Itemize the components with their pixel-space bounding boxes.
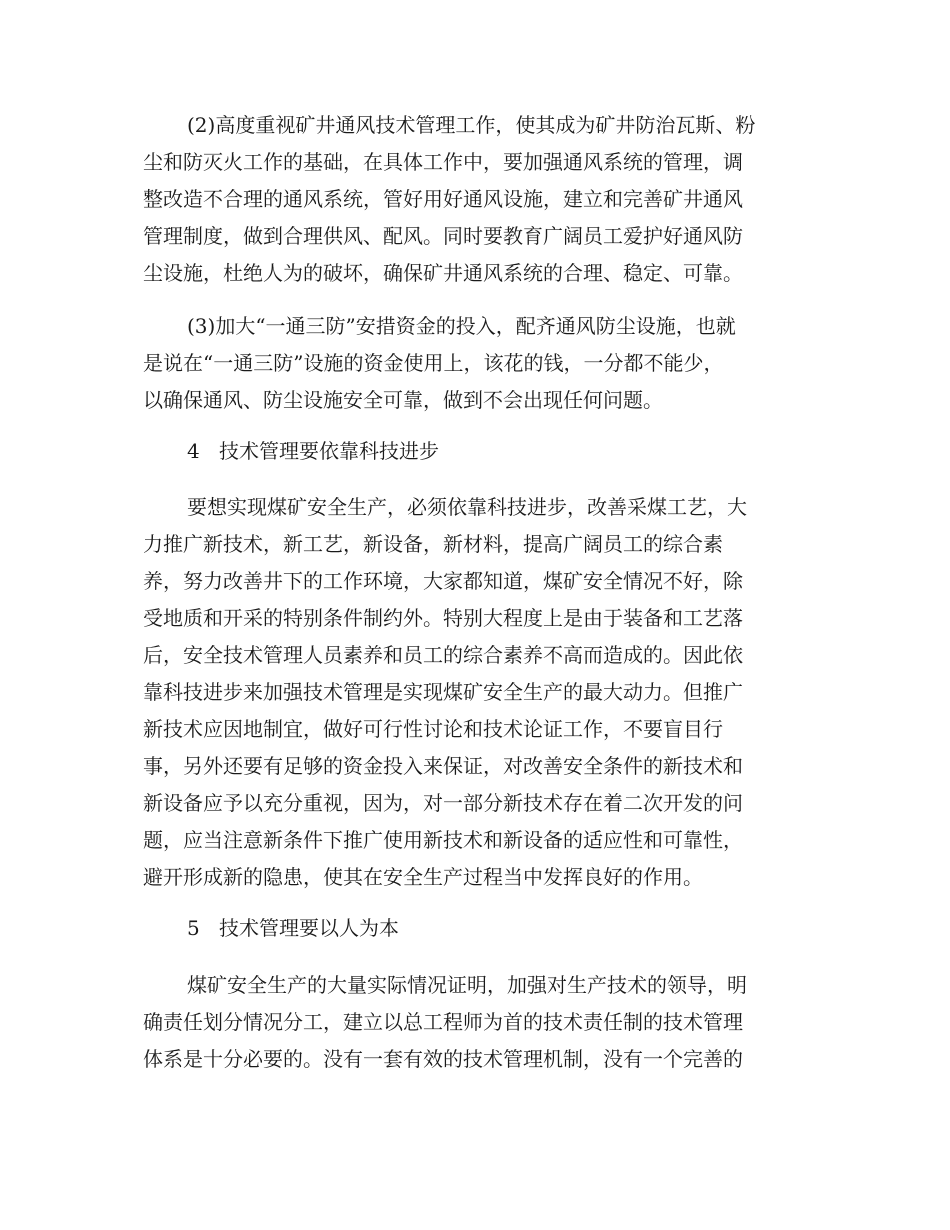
paragraph-line: 力推广新技术，新工艺，新设备，新材料，提高广阔员工的综合素 xyxy=(143,532,723,556)
paragraph-line: (3)加大“一通三防”安措资金的投入，配齐通风防尘设施，也就 xyxy=(187,314,736,338)
paragraph-line: 养，努力改善井下的工作环境，大家都知道，煤矿安全情况不好，除 xyxy=(143,569,743,593)
paragraph-line: 尘和防灭火工作的基础，在具体工作中，要加强通风系统的管理，调 xyxy=(143,150,743,174)
section-title: 技术管理要依靠科技进步 xyxy=(219,439,439,463)
section-number: 4 xyxy=(187,439,200,463)
paragraph-line: 避开形成新的隐患，使其在安全生产过程当中发挥良好的作用。 xyxy=(143,865,703,889)
paragraph-2 xyxy=(143,107,808,292)
paragraph-line: 体系是十分必要的。没有一套有效的技术管理机制，没有一个完善的 xyxy=(143,1047,743,1071)
paragraph-line: 以确保通风、防尘设施安全可靠，做到不会出现任何问题。 xyxy=(143,388,663,412)
paragraph-line: 管理制度，做到合理供风、配风。同时要教育广阔员工爱护好通风防 xyxy=(143,224,743,248)
paragraph-line: 煤矿安全生产的大量实际情况证明，加强对生产技术的领导，明 xyxy=(187,973,747,997)
section-heading-5 xyxy=(143,910,808,947)
paragraph-section-4 xyxy=(143,489,808,896)
paragraph-line: 后，安全技术管理人员素养和员工的综合素养不高而造成的。因此依 xyxy=(143,643,743,667)
paragraph-line: 是说在“一通三防”设施的资金使用上，该花的钱，一分都不能少， xyxy=(143,351,724,375)
paragraph-line: 事，另外还要有足够的资金投入来保证，对改善安全条件的新技术和 xyxy=(143,754,743,778)
paragraph-line: 题，应当注意新条件下推广使用新技术和新设备的适应性和可靠性， xyxy=(143,828,743,852)
section-number: 5 xyxy=(187,916,200,940)
section-heading-4 xyxy=(143,433,808,470)
paragraph-line: 要想实现煤矿安全生产，必须依靠科技进步，改善采煤工艺，大 xyxy=(187,495,747,519)
paragraph-line: 受地质和开采的特别条件制约外。特别大程度上是由于装备和工艺落 xyxy=(143,606,743,630)
paragraph-line: 确责任划分情况分工，建立以总工程师为首的技术责任制的技术管理 xyxy=(143,1010,743,1034)
paragraph-3 xyxy=(143,308,808,419)
paragraph-line: 靠科技进步来加强技术管理是实现煤矿安全生产的最大动力。但推广 xyxy=(143,680,743,704)
paragraph-line: 整改造不合理的通风系统，管好用好通风设施，建立和完善矿井通风 xyxy=(143,187,743,211)
section-title: 技术管理要以人为本 xyxy=(219,916,399,940)
paragraph-line: (2)高度重视矿井通风技术管理工作，使其成为矿井防治瓦斯、粉 xyxy=(187,113,756,137)
paragraph-line: 新设备应予以充分重视，因为，对一部分新技术存在着二次开发的问 xyxy=(143,791,743,815)
paragraph-line: 尘设施，杜绝人为的破坏，确保矿井通风系统的合理、稳定、可靠。 xyxy=(143,261,743,285)
paragraph-section-5 xyxy=(143,967,808,1078)
paragraph-line: 新技术应因地制宜，做好可行性讨论和技术论证工作，不要盲目行 xyxy=(143,717,723,741)
